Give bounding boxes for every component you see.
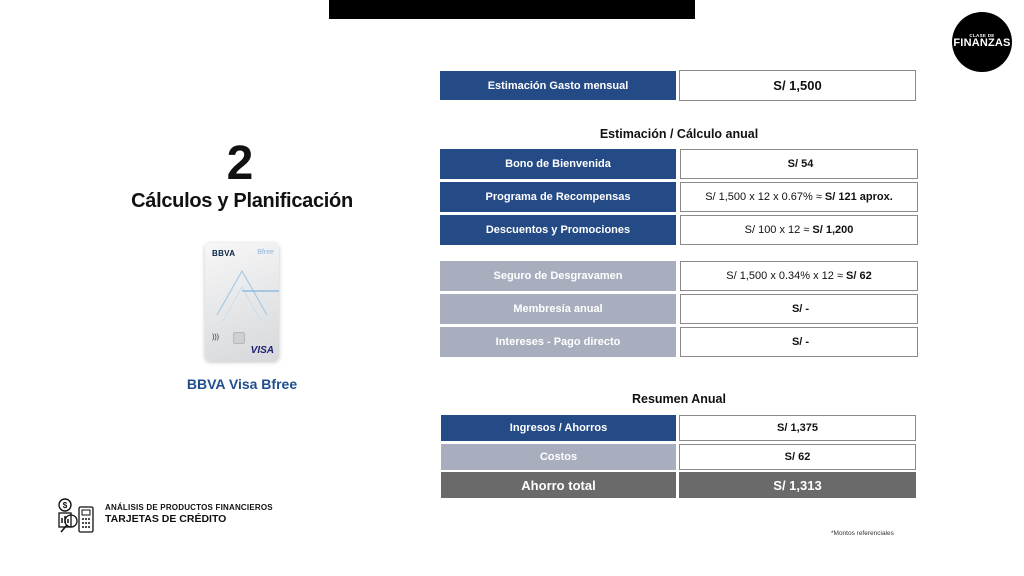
benefit-value-cell [680, 149, 918, 179]
benefit-value: S/ 1,200 [812, 224, 854, 236]
summary-row-value: S/ 1,375 [679, 415, 916, 441]
card-chip-icon [233, 332, 245, 344]
benefit-label: Programa de Recompensas [440, 182, 676, 212]
benefit-label: Bono de Bienvenida [440, 149, 676, 179]
summary-row-value: S/ 62 [679, 444, 916, 470]
summary-heading: Resumen Anual [631, 392, 726, 406]
monthly-spend-value: S/ 1,500 [679, 70, 916, 101]
footer-line-1: ANÁLISIS DE PRODUCTOS FINANCIEROS [105, 503, 273, 512]
cost-value-cell [680, 294, 918, 324]
cost-value: S/ - [791, 336, 810, 348]
footnote: *Montos referenciales [831, 530, 894, 537]
clase-de-finanzas-logo: CLASE DE FINANZAS [952, 12, 1012, 72]
monthly-spend-label: Estimación Gasto mensual [440, 71, 676, 100]
card-brand-logo: BBVA [212, 249, 236, 258]
benefit-formula: S/ 100 x 12 ≈ [744, 224, 810, 236]
footer-label [105, 503, 273, 525]
contactless-icon: ))) [212, 334, 219, 341]
cost-value: S/ - [791, 303, 810, 315]
summary-row-label: Ingresos / Ahorros [441, 415, 676, 441]
cost-label: Seguro de Desgravamen [440, 261, 676, 291]
credit-card-image [205, 243, 279, 361]
section-title: Cálculos y Planificación [131, 190, 353, 212]
cost-label: Membresía anual [440, 294, 676, 324]
cost-value: S/ 62 [846, 270, 872, 282]
cost-value-cell [680, 261, 918, 291]
visa-logo: VISA [250, 345, 274, 356]
card-product-label: Bfree [257, 249, 274, 256]
summary-total-label: Ahorro total [441, 472, 676, 498]
benefit-value-cell [680, 215, 918, 245]
benefit-formula: S/ 1,500 x 12 x 0.67% ≈ [705, 191, 822, 203]
benefit-value-cell [680, 182, 918, 212]
benefit-label: Descuentos y Promociones [440, 215, 676, 245]
finance-calculator-icon [57, 497, 95, 535]
top-black-bar [329, 0, 695, 19]
footer-line-2: TARJETAS DE CRÉDITO [105, 513, 227, 525]
summary-total-value: S/ 1,313 [679, 472, 916, 498]
card-name: BBVA Visa Bfree [186, 376, 298, 392]
cost-formula: S/ 1,500 x 0.34% x 12 ≈ [726, 270, 844, 282]
annual-heading: Estimación / Cálculo anual [599, 127, 759, 141]
benefit-value: S/ 121 aprox. [824, 191, 893, 203]
svg-text:$: $ [62, 501, 68, 510]
benefit-value: S/ 54 [787, 158, 814, 170]
section-number: 2 [226, 137, 254, 190]
cost-value-cell [680, 327, 918, 357]
summary-row-label: Costos [441, 444, 676, 470]
cost-label: Intereses - Pago directo [440, 327, 676, 357]
